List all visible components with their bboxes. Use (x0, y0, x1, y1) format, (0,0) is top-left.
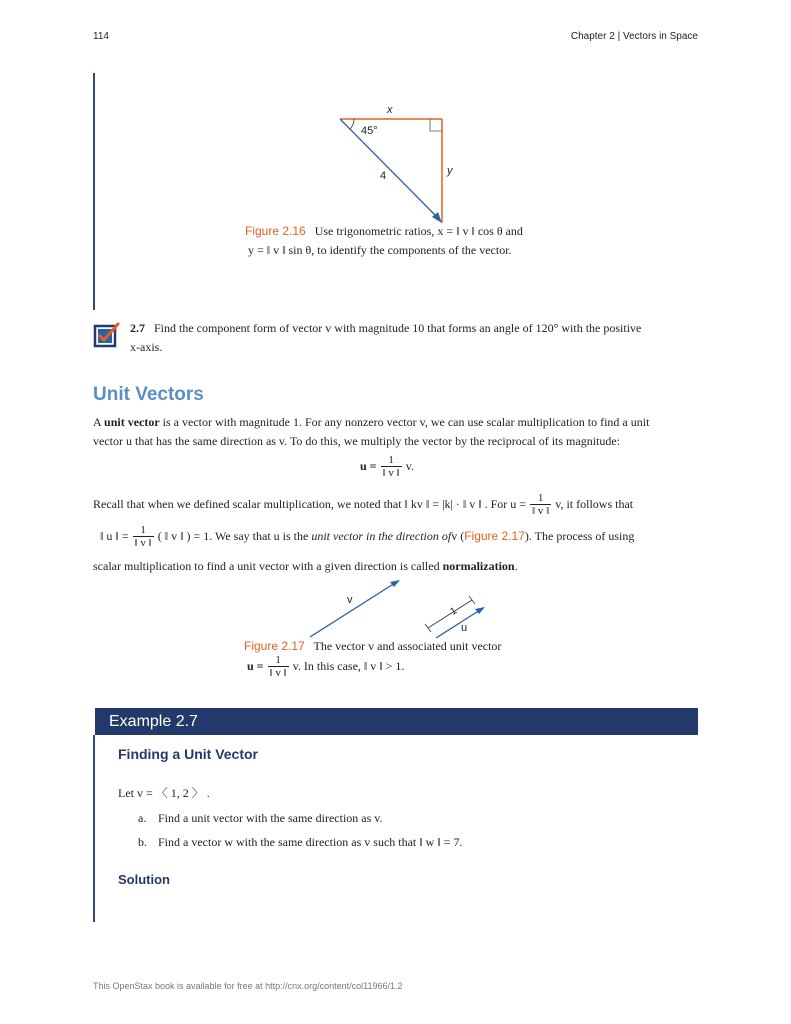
exercise-text-2: x-axis. (130, 340, 163, 354)
para2-text-d: ( ‖ v ‖ ) = 1. We say that u is the (157, 528, 309, 543)
figure-2-16-caption-1 (245, 224, 523, 239)
para1-line1 (93, 413, 703, 431)
para2-line1 (93, 493, 633, 517)
right-angle-mark (430, 119, 442, 131)
frac-den: ‖ v ‖ (532, 505, 550, 517)
list-item-text: Find a unit vector with the same direction as v. (158, 811, 383, 825)
caption-text-2: v. In this case, ‖ v ‖ > 1. (292, 658, 405, 673)
para1-line2: vector u that has the same direction as v. To do this, we multiply the vector by the reciprocal of its magnitude: (93, 434, 621, 448)
para2-fraction-1 (530, 493, 551, 517)
figure-sidebar-bar (93, 73, 95, 310)
label-x: x (387, 104, 393, 116)
label-one: 1 (448, 605, 460, 618)
figure-2-17-link[interactable]: Figure 2.17 (464, 528, 525, 543)
page-number: 114 (93, 31, 109, 42)
example-intro: Let v = 〈 1, 2 〉 . (118, 786, 210, 800)
figure-2-17-caption-2 (247, 655, 404, 679)
figure-2-16-caption-2: y = ‖ v ‖ sin θ, to identify the components of the vector. (248, 243, 512, 257)
para2-text-e: v ( (451, 528, 465, 543)
section-title: Unit Vectors (93, 384, 204, 405)
example-item-a (138, 809, 383, 827)
caption-fraction (268, 655, 289, 679)
para2-text-b: v, it follows that (555, 496, 634, 511)
eq-lhs: u = (360, 458, 377, 473)
para2-text-g: scalar multiplication to find a unit vector with a given direction is called (93, 559, 440, 573)
frac-den: ‖ v ‖ (269, 667, 287, 679)
label-v: v (347, 594, 353, 606)
exercise-2-7 (130, 319, 700, 337)
example-subtitle: Finding a Unit Vector (118, 746, 259, 762)
example-sidebar-bar (93, 735, 95, 922)
label-u: u (461, 622, 468, 634)
eq-fraction (381, 455, 402, 479)
para2-period: . (514, 559, 518, 573)
label-y: y (447, 165, 453, 177)
para1-text-b: is a vector with magnitude 1. For any nonzero vector v, we can use scalar multiplication to find a unit (162, 415, 650, 429)
para2-text-f: ). The process of using (524, 528, 635, 543)
figure-2-17-diagram (300, 572, 500, 642)
caption-text: Use trigonometric ratios, x = ‖ v ‖ cos θ and (314, 224, 523, 238)
eq-rhs: v. (405, 458, 414, 473)
example-heading: Example 2.7 (95, 708, 698, 735)
caption-text: The vector v and associated unit vector (313, 639, 502, 653)
para2-text-a: Recall that when we defined scalar multiplication, we noted that ‖ kv ‖ = |k| · ‖ v ‖ . For u = (93, 496, 527, 511)
figure-2-17-caption-1 (244, 639, 501, 654)
eq-num: 1 (388, 454, 394, 466)
caption-lhs: u = (247, 658, 264, 673)
term-unit-vector: unit vector (104, 415, 160, 429)
solution-heading: Solution (118, 872, 170, 887)
label-angle: 45° (361, 125, 378, 137)
list-item-text: Find a vector w with the same direction as v such that ‖ w ‖ = 7. (158, 835, 463, 849)
frac-num: 1 (275, 654, 281, 666)
list-marker: a. (138, 811, 147, 825)
para1-text-a: A (93, 415, 102, 429)
eq-den: ‖ v ‖ (382, 467, 400, 479)
vector-hypotenuse (340, 119, 438, 218)
vector-v (310, 583, 395, 637)
frac-num: 1 (140, 524, 146, 536)
para2-fraction-2 (133, 525, 154, 549)
term-normalization: normalization (442, 559, 515, 573)
figure-2-16-label: Figure 2.16 (245, 224, 306, 238)
angle-arc (350, 119, 354, 129)
para2-line2 (100, 525, 634, 549)
checkpoint-icon (93, 321, 121, 349)
exercise-text: Find the component form of vector v with magnitude 10 that forms an angle of 120° with the positive (154, 321, 642, 335)
label-magnitude: 4 (380, 170, 387, 182)
para2-italic: unit vector in the direction of (311, 528, 452, 543)
example-item-b (138, 833, 462, 851)
para2-text-c: ‖ u ‖ = (100, 528, 129, 543)
frac-den: ‖ v ‖ (134, 537, 152, 549)
chapter-title: Chapter 2 | Vectors in Space (570, 31, 698, 42)
frac-num: 1 (537, 492, 544, 504)
equation-unit-vector (360, 455, 414, 479)
figure-2-17-label: Figure 2.17 (244, 639, 305, 653)
exercise-number: 2.7 (130, 321, 145, 335)
list-marker: b. (138, 835, 147, 849)
footer-text: This OpenStax book is available for free at http://cnx.org/content/col11966/1.2 (93, 981, 403, 991)
